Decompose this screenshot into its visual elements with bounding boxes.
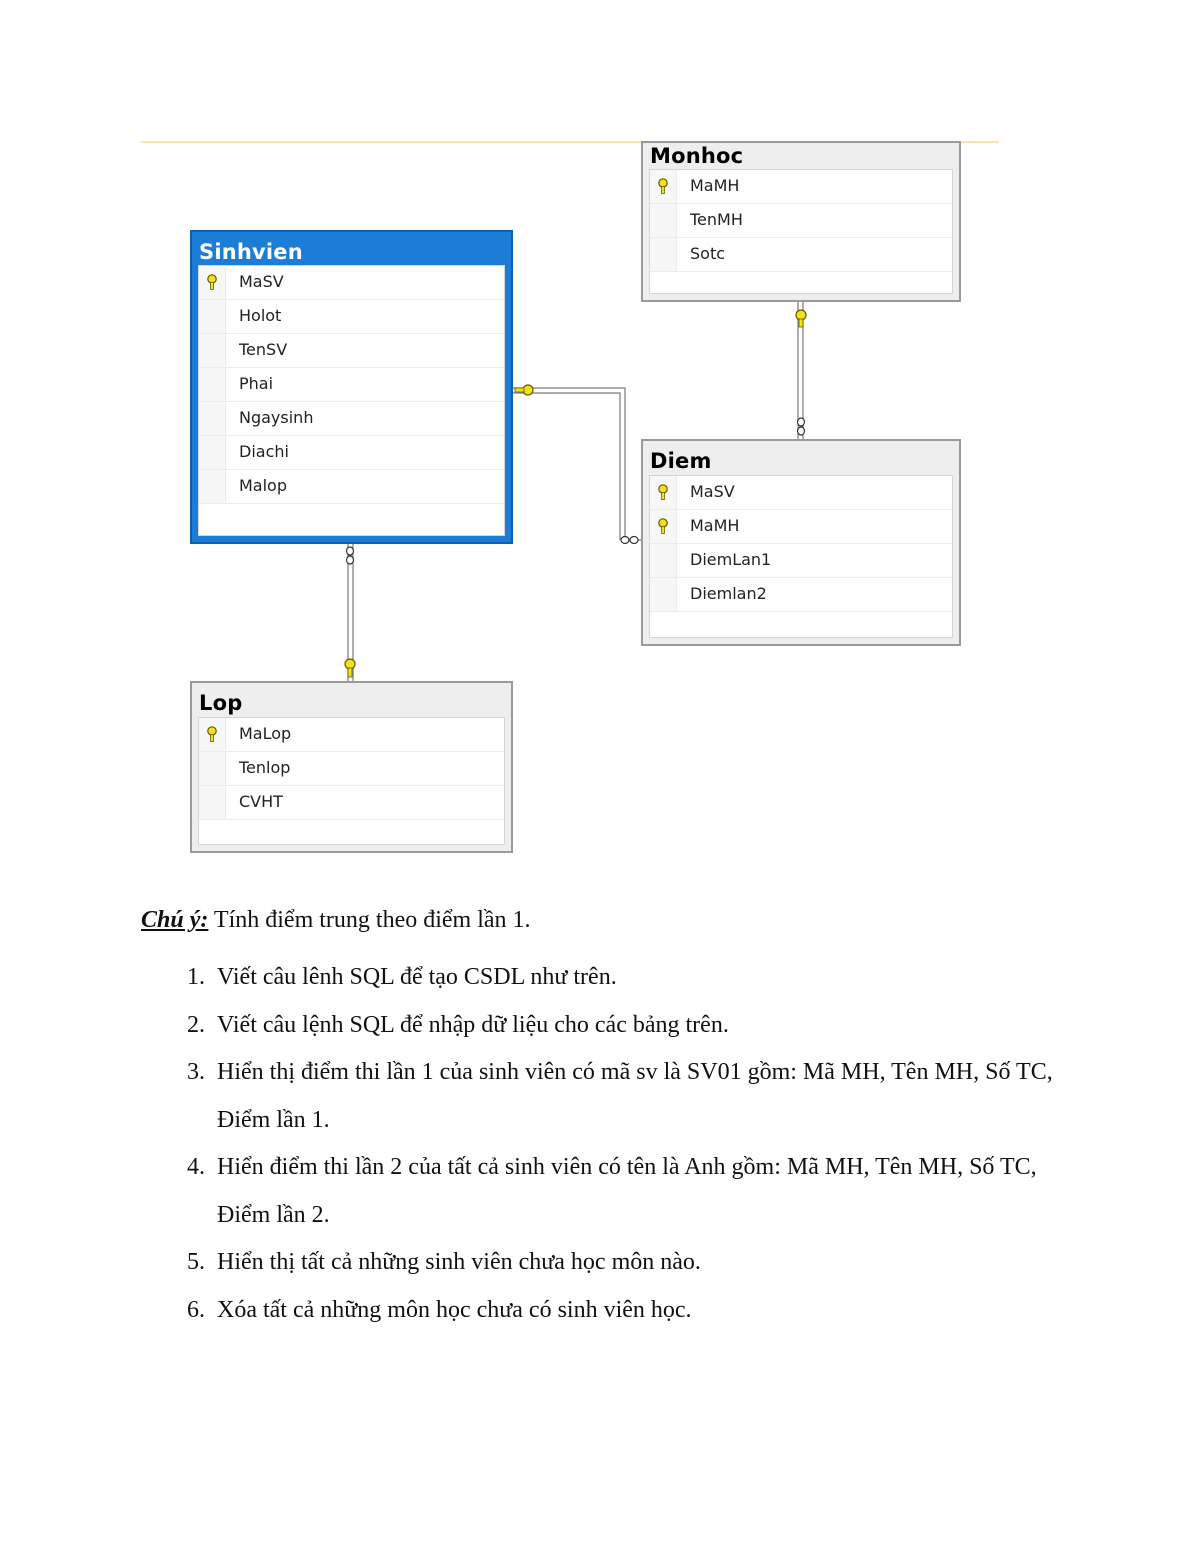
column-name: DiemLan1 — [690, 550, 772, 569]
column-name: Sotc — [690, 244, 726, 263]
task-item: 4. Hiển điểm thi lần 2 của tất cả sinh viên có tên là Anh gồm: Mã MH, Tên MH, Số TC, Điểm lần 2. — [211, 1144, 1061, 1239]
column-name: Malop — [239, 476, 287, 495]
column-name: Diemlan2 — [690, 584, 767, 603]
row-gutter — [199, 368, 226, 401]
row-gutter — [199, 470, 226, 503]
row-gutter — [199, 402, 226, 435]
column-row[interactable] — [199, 368, 504, 402]
column-list — [198, 717, 505, 845]
column-name: TenSV — [239, 340, 288, 359]
rel-sinhvien-diem[interactable] — [512, 388, 642, 540]
row-gutter — [650, 510, 677, 543]
table-sinhvien[interactable] — [190, 230, 513, 544]
table-title: Monhoc — [650, 144, 744, 168]
column-row[interactable] — [199, 300, 504, 334]
note-label: Chú ý: — [141, 907, 209, 933]
task-list — [141, 954, 1061, 1334]
column-list — [198, 265, 505, 536]
key-icon — [205, 725, 219, 744]
column-row[interactable] — [650, 204, 952, 238]
row-gutter — [650, 238, 677, 271]
column-name: MaSV — [690, 482, 735, 501]
task-item: 5. Hiển thị tất cả những sinh viên chưa học môn nào. — [211, 1239, 1061, 1287]
exercise-notes — [141, 904, 1061, 1334]
column-row[interactable] — [199, 718, 504, 752]
column-row[interactable] — [199, 436, 504, 470]
column-name: MaSV — [239, 272, 284, 291]
table-title: Lop — [199, 691, 243, 715]
table-lop[interactable] — [190, 681, 513, 853]
row-gutter — [199, 266, 226, 299]
infinity-icon — [621, 537, 638, 544]
column-row[interactable] — [199, 786, 504, 820]
column-row[interactable] — [199, 470, 504, 504]
row-gutter — [199, 786, 226, 819]
row-gutter — [199, 300, 226, 333]
table-title: Diem — [650, 449, 712, 473]
column-name: MaMH — [690, 176, 740, 195]
row-gutter — [650, 578, 677, 611]
column-row[interactable] — [650, 476, 952, 510]
column-name: Diachi — [239, 442, 289, 461]
column-name: TenMH — [690, 210, 743, 229]
column-row[interactable] — [650, 510, 952, 544]
task-item: 1. Viết câu lênh SQL để tạo CSDL như trên. — [211, 954, 1061, 1002]
column-row[interactable] — [650, 578, 952, 612]
row-gutter — [199, 334, 226, 367]
note-paragraph — [141, 904, 1061, 936]
key-icon — [656, 177, 670, 196]
row-gutter — [199, 752, 226, 785]
row-gutter — [650, 204, 677, 237]
column-row[interactable] — [650, 238, 952, 272]
column-row[interactable] — [650, 544, 952, 578]
column-row[interactable] — [199, 266, 504, 300]
table-diem[interactable] — [641, 439, 961, 646]
column-name: MaLop — [239, 724, 292, 743]
row-gutter — [650, 170, 677, 203]
table-monhoc[interactable] — [641, 141, 961, 302]
column-list — [649, 475, 953, 638]
column-name: Phai — [239, 374, 274, 393]
task-item: 3. Hiển thị điểm thi lần 1 của sinh viên có mã sv là SV01 gồm: Mã MH, Tên MH, Số TC, Điểm lần 1. — [211, 1049, 1061, 1144]
key-icon — [656, 483, 670, 502]
note-text: Tính điểm trung theo điểm lần 1. — [208, 907, 531, 933]
task-item: 6. Xóa tất cả những môn học chưa có sinh viên học. — [211, 1287, 1061, 1335]
column-name: CVHT — [239, 792, 283, 811]
column-row[interactable] — [199, 752, 504, 786]
row-gutter — [650, 544, 677, 577]
task-item: 2. Viết câu lệnh SQL để nhập dữ liệu cho các bảng trên. — [211, 1002, 1061, 1050]
column-row[interactable] — [650, 170, 952, 204]
column-name: Holot — [239, 306, 282, 325]
key-icon — [205, 273, 219, 292]
column-name: Ngaysinh — [239, 408, 314, 427]
column-list — [649, 169, 953, 294]
column-name: Tenlop — [239, 758, 291, 777]
key-icon — [656, 517, 670, 536]
table-title: Sinhvien — [199, 240, 303, 264]
row-gutter — [650, 476, 677, 509]
column-name: MaMH — [690, 516, 740, 535]
column-row[interactable] — [199, 402, 504, 436]
column-row[interactable] — [199, 334, 504, 368]
row-gutter — [199, 718, 226, 751]
row-gutter — [199, 436, 226, 469]
